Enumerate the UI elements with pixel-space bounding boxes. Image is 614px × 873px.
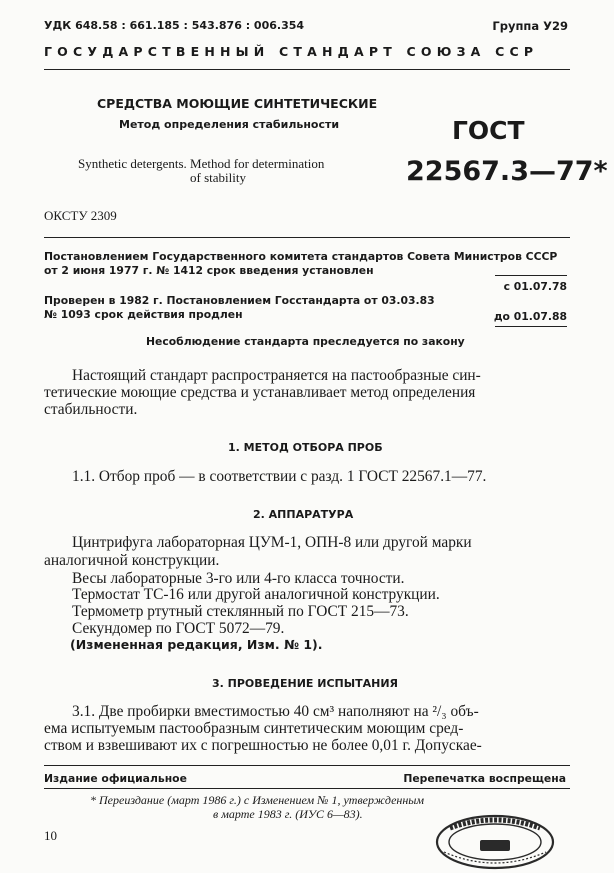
apparatus-line6: Секундомер по ГОСТ 5072—79. (72, 620, 285, 637)
page-number: 10 (44, 828, 57, 843)
title-ru: СРЕДСТВА МОЮЩИЕ СИНТЕТИЧЕСКИЕ (97, 96, 378, 111)
date1-rule (495, 275, 567, 276)
header-rule (44, 69, 570, 70)
validity-date: до 01.07.88 (493, 310, 567, 323)
decree-line2: от 2 июня 1977 г. № 1412 срок введения установлен (44, 264, 374, 277)
title-rule (44, 237, 570, 238)
footer-rule (44, 765, 570, 766)
procedure-line2: ема испытуемым пастообразным синтетическим моющим сред- (44, 720, 464, 737)
gosstandart-header: ГОСУДАРСТВЕННЫЙ СТАНДАРТ СОЮЗА ССР (44, 44, 539, 59)
section1-heading: 1. МЕТОД ОТБОРА ПРОБ (228, 441, 383, 454)
stamp-center-block (480, 840, 510, 851)
procedure-line3: ством и взвешивают их с погрешностью не более 0,01 г. Допускае- (44, 737, 482, 754)
decree-line1: Постановлением Государственного комитета стандартов Совета Министров СССР (44, 250, 558, 263)
okstu-code: ОКСТУ 2309 (44, 208, 117, 223)
amendment-note: (Измененная редакция, Изм. № 1). (70, 637, 323, 652)
decree-line3: Проверен в 1982 г. Постановлением Госстандарта от 03.03.83 (44, 294, 435, 307)
apparatus-line3: Весы лабораторные 3-го или 4-го класса точности. (72, 570, 405, 587)
apparatus-line5: Термометр ртутный стеклянный по ГОСТ 215—73. (72, 603, 409, 620)
procedure-line1: 3.1. Две пробирки вместимостью 40 см³ наполняют на ²/₃ объ- (72, 703, 479, 720)
footnote-rule (44, 788, 570, 789)
official-edition: Издание официальное (44, 772, 187, 785)
introduction-date: с 01.07.78 (503, 280, 567, 293)
apparatus-line2: аналогичной конструкции. (44, 552, 220, 569)
intro-line3: стабильности. (44, 401, 138, 418)
gost-label: ГОСТ (452, 116, 525, 145)
reprint-notice: Перепечатка воспрещена (403, 772, 566, 785)
noncompliance-notice: Несоблюдение стандарта преследуется по закону (146, 335, 465, 348)
udk-code: УДК 648.58 : 661.185 : 543.876 : 006.354 (44, 19, 305, 32)
decree-line4: № 1093 срок действия продлен (44, 308, 243, 321)
subtitle-ru: Метод определения стабильности (119, 118, 340, 131)
library-stamp (430, 808, 560, 872)
section2-heading: 2. АППАРАТУРА (253, 508, 354, 521)
apparatus-line1: Цинтрифуга лабораторная ЦУМ-1, ОПН-8 или другой марки (72, 534, 472, 551)
group-code: Группа У29 (492, 19, 568, 33)
gost-number: 22567.3—77* (406, 156, 608, 187)
footnote-line1: * Переиздание (март 1986 г.) с Изменением № 1, утвержденным (90, 793, 425, 807)
intro-line2: тетические моющие средства и устанавливает метод определения (44, 384, 476, 401)
section1-text: 1.1. Отбор проб — в соответствии с разд. 1 ГОСТ 22567.1—77. (72, 468, 487, 485)
section3-heading: 3. ПРОВЕДЕНИЕ ИСПЫТАНИЯ (212, 677, 399, 690)
intro-line1: Настоящий стандарт распространяется на пастообразные син- (72, 367, 481, 384)
title-en-line2: of stability (190, 170, 246, 185)
apparatus-line4: Термостат ТС-16 или другой аналогичной конструкции. (72, 586, 440, 603)
date2-rule (495, 326, 567, 327)
title-en-line1: Synthetic detergents. Method for determination (78, 156, 325, 171)
footnote-line2: в марте 1983 г. (ИУС 6—83). (213, 807, 363, 821)
